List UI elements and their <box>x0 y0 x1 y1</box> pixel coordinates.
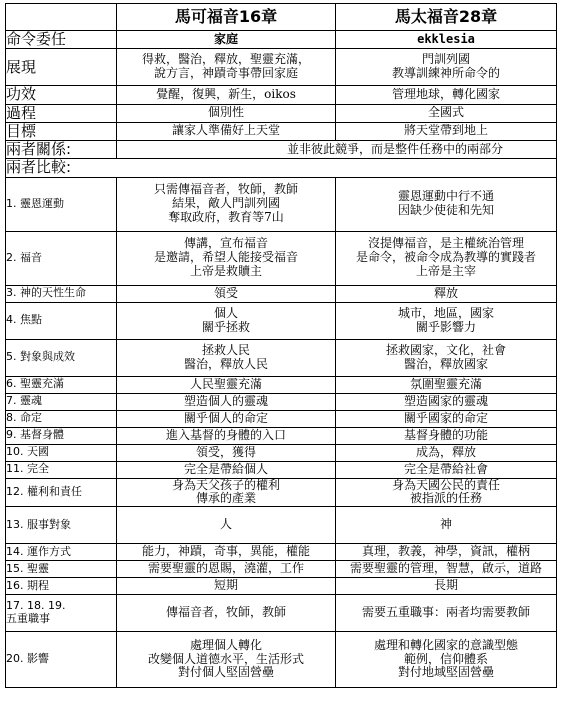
cell-matthew: 塑造國家的靈魂 <box>336 393 557 410</box>
cell-mark: 人民聖靈充滿 <box>117 376 336 393</box>
row-label: 6. 聖靈充滿 <box>6 376 117 393</box>
cell-matthew: 城市，地區，國家 關乎影響力 <box>336 302 557 339</box>
row-label: 7. 靈魂 <box>6 393 117 410</box>
table-row <box>6 561 557 578</box>
row-label: 過程 <box>6 104 117 122</box>
cell-matthew: 需要五重職事：兩者均需要教師 <box>336 595 557 632</box>
cell-mark: 短期 <box>117 578 336 595</box>
row-label: 功效 <box>6 86 117 104</box>
header-blank-cell <box>6 4 117 31</box>
cell-mark: 處理個人轉化 改變個人道德水平，生活形式 對付個人堅固營壘 <box>117 632 336 688</box>
table-row <box>6 31 557 49</box>
table-row <box>6 376 557 393</box>
row-label: 展現 <box>6 49 117 86</box>
table-row <box>6 632 557 688</box>
cell-mark: 能力，神蹟，奇事，異能，權能 <box>117 544 336 561</box>
cell-matthew: 成為，釋放 <box>336 444 557 461</box>
cell-matthew: 長期 <box>336 578 557 595</box>
table-row <box>6 544 557 561</box>
column-header-mark-16: 馬可福音16章 <box>117 4 336 31</box>
row-label: 目標 <box>6 122 117 140</box>
cell-mark: 完全是帶給個人 <box>117 461 336 478</box>
table-row <box>6 410 557 427</box>
row-label: 17. 18. 19. 五重職事 <box>6 595 117 632</box>
table-row <box>6 339 557 376</box>
cell-matthew: 真理，教義，神學，資訊，權柄 <box>336 544 557 561</box>
table-row <box>6 393 557 410</box>
cell-matthew: 沒提傳福音，是主權統治管理 是命令，被命令成為教導的實踐者 上帝是主宰 <box>336 231 557 285</box>
cell-mark: 需要聖靈的恩賜，澆灌，工作 <box>117 561 336 578</box>
cell-mark: 得救，醫治，釋放，聖靈充滿， 說方言，神蹟奇事帶回家庭 <box>117 49 336 86</box>
row-label: 16. 期程 <box>6 578 117 595</box>
cell-matthew: 身為天國公民的責任 被指派的任務 <box>336 478 557 507</box>
row-label: 11. 完全 <box>6 461 117 478</box>
table-row <box>6 302 557 339</box>
table-row <box>6 285 557 302</box>
cell-mark: 領受 <box>117 285 336 302</box>
cell-mark: 讓家人準備好上天堂 <box>117 122 336 140</box>
cell-matthew: 靈恩運動中行不通 因缺少使徒和先知 <box>336 177 557 231</box>
cell-mark: 覺醒，復興，新生，oikos <box>117 86 336 104</box>
cell-matthew: 基督身體的功能 <box>336 427 557 444</box>
row-label: 8. 命定 <box>6 410 117 427</box>
row-label: 4. 焦點 <box>6 302 117 339</box>
cell-matthew: 需要聖靈的管理，智慧，啟示，道路 <box>336 561 557 578</box>
cell-matthew: 將天堂帶到地上 <box>336 122 557 140</box>
cell-mark: 人 <box>117 507 336 544</box>
cell-matthew: 神 <box>336 507 557 544</box>
row-label: 2. 福音 <box>6 231 117 285</box>
cell-matthew: 拯救國家，文化，社會 醫治，釋放國家 <box>336 339 557 376</box>
row-label: 1. 靈恩運動 <box>6 177 117 231</box>
table-row <box>6 231 557 285</box>
table-row <box>6 444 557 461</box>
table-row <box>6 461 557 478</box>
table-row <box>6 49 557 86</box>
cell-mark: 塑造個人的靈魂 <box>117 393 336 410</box>
cell-matthew: 管理地球，轉化國家 <box>336 86 557 104</box>
row-label: 10. 天國 <box>6 444 117 461</box>
table-row <box>6 478 557 507</box>
row-label: 5. 對象與成效 <box>6 339 117 376</box>
cell-mark: 傳講，宣布福音 是邀請，希望人能接受福音 上帝是救贖主 <box>117 231 336 285</box>
row-label: 兩者關係: <box>6 141 117 159</box>
table-row <box>6 427 557 444</box>
cell-matthew: 完全是帶給社會 <box>336 461 557 478</box>
cell-mark: 傳福音者，牧師，教師 <box>117 595 336 632</box>
cell-mark: 拯救人民 醫治，釋放人民 <box>117 339 336 376</box>
section-label: 兩者比較: <box>6 159 557 177</box>
comparison-table <box>5 3 557 688</box>
cell-matthew: 門訓列國 教導訓練神所命令的 <box>336 49 557 86</box>
cell-mark: 進入基督的身體的入口 <box>117 427 336 444</box>
cell-mark: 身為天父孩子的權利 傳承的產業 <box>117 478 336 507</box>
table-row <box>6 595 557 632</box>
cell-mark: 關乎個人的命定 <box>117 410 336 427</box>
cell-mark: 個別性 <box>117 104 336 122</box>
row-label: 20. 影響 <box>6 632 117 688</box>
row-label: 命令委任 <box>6 31 117 49</box>
row-label: 9. 基督身體 <box>6 427 117 444</box>
table-row <box>6 141 557 159</box>
cell-mark: 領受，獲得 <box>117 444 336 461</box>
cell-matthew: 釋放 <box>336 285 557 302</box>
cell-mark: 家庭 <box>117 31 336 49</box>
cell-matthew: 關乎國家的命定 <box>336 410 557 427</box>
cell-mark: 個人 關乎拯救 <box>117 302 336 339</box>
table-row <box>6 507 557 544</box>
table-row <box>6 122 557 140</box>
table-row <box>6 159 557 177</box>
cell-mark: 只需傳福音者，牧師，教師 結果，敵人門訓列國 奪取政府，教育等7山 <box>117 177 336 231</box>
row-label: 15. 聖靈 <box>6 561 117 578</box>
table-row <box>6 104 557 122</box>
merged-cell: 並非彼此競爭，而是整件任務中的兩部分 <box>117 141 557 159</box>
row-label: 13. 服事對象 <box>6 507 117 544</box>
cell-matthew: 全國式 <box>336 104 557 122</box>
table-row <box>6 578 557 595</box>
row-label: 3. 神的天性生命 <box>6 285 117 302</box>
cell-matthew: 處理和轉化國家的意識型態 範例，信仰體系 對付地域堅固營壘 <box>336 632 557 688</box>
table-row <box>6 177 557 231</box>
cell-matthew: 氛圍聖靈充滿 <box>336 376 557 393</box>
row-label: 12. 權利和責任 <box>6 478 117 507</box>
header-row <box>6 4 557 31</box>
row-label: 14. 運作方式 <box>6 544 117 561</box>
cell-matthew: ekklesia <box>336 31 557 49</box>
column-header-matthew-28: 馬太福音28章 <box>336 4 557 31</box>
table-row <box>6 86 557 104</box>
